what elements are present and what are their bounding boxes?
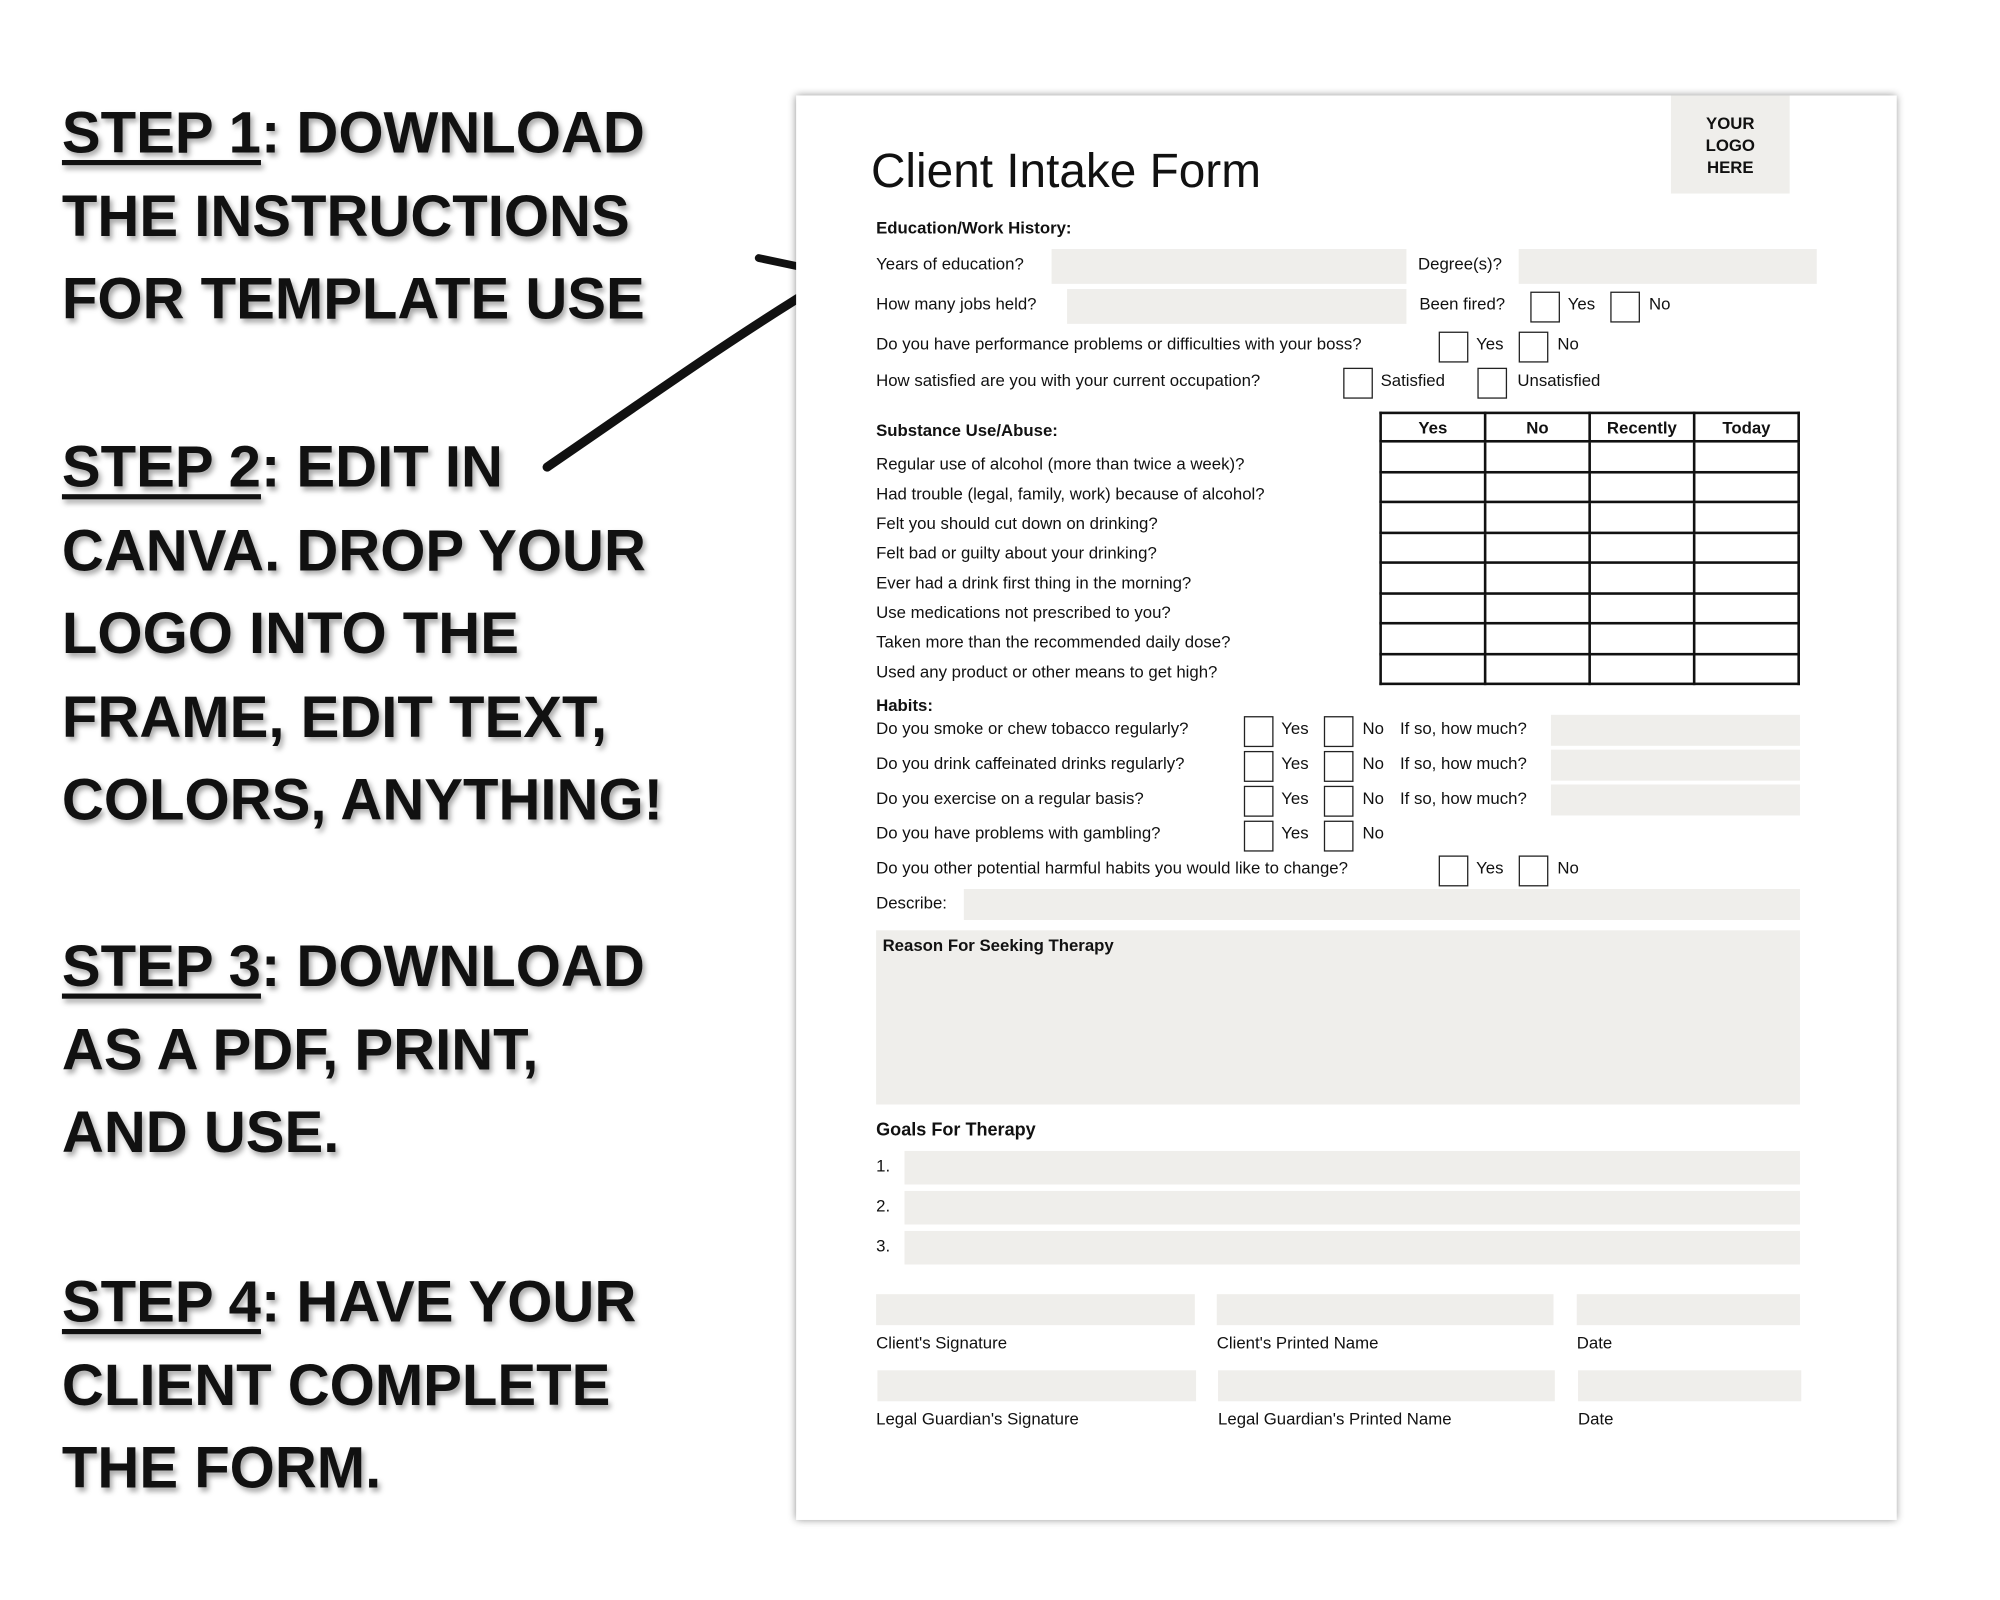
client-signature-field[interactable] (876, 1294, 1195, 1325)
unsatisfied-label: Unsatisfied (1517, 370, 1601, 390)
habit-no-checkbox[interactable] (1324, 716, 1354, 747)
label-satisfied: How satisfied are you with your current occupation? (876, 370, 1261, 390)
other-no-checkbox[interactable] (1519, 855, 1549, 886)
label-performance: Do you have performance problems or difficulties with your boss? (876, 334, 1362, 354)
logo-text: LOGO (1705, 135, 1755, 155)
yes-label: Yes (1281, 823, 1309, 843)
substance-question: Regular use of alcohol (more than twice a week)? (876, 454, 1245, 474)
step-label: STEP 2 (61, 433, 261, 500)
how-much-label: If so, how much? (1399, 788, 1527, 808)
habit-no-checkbox[interactable] (1324, 751, 1354, 782)
reason-heading: Reason For Seeking Therapy (882, 935, 1114, 955)
table-cell[interactable] (1485, 502, 1590, 532)
table-cell[interactable] (1485, 623, 1590, 653)
yes-label: Yes (1281, 788, 1309, 808)
no-label: No (1649, 294, 1671, 314)
unsatisfied-checkbox[interactable] (1477, 368, 1507, 399)
table-cell[interactable] (1590, 593, 1695, 623)
fired-no-checkbox[interactable] (1610, 292, 1640, 323)
table-cell[interactable] (1485, 472, 1590, 502)
logo-text: YOUR (1706, 113, 1755, 133)
performance-yes-checkbox[interactable] (1439, 332, 1469, 363)
table-row (1381, 502, 1799, 532)
reason-field[interactable] (876, 930, 1800, 1104)
table-cell[interactable] (1590, 654, 1695, 684)
table-cell[interactable] (1381, 623, 1486, 653)
step-text: AND USE. (61, 1099, 340, 1166)
table-cell[interactable] (1694, 563, 1799, 593)
signature-label: Date (1576, 1332, 1613, 1353)
step-text: : HAVE YOUR (260, 1268, 637, 1335)
substance-question: Taken more than the recommended daily dose? (876, 632, 1231, 652)
table-cell[interactable] (1590, 472, 1695, 502)
describe-field[interactable] (964, 889, 1800, 920)
step-label: STEP 4 (61, 1268, 261, 1335)
step-text: FOR TEMPLATE USE (61, 265, 645, 332)
label-fired: Been fired? (1419, 294, 1506, 314)
satisfied-label: Satisfied (1380, 370, 1445, 390)
satisfied-checkbox[interactable] (1343, 368, 1373, 399)
label-years: Years of education? (876, 254, 1024, 274)
substance-table (1379, 412, 1800, 686)
guardian-date-field[interactable] (1578, 1370, 1801, 1401)
section-heading-goals: Goals For Therapy (876, 1118, 1036, 1140)
table-cell[interactable] (1694, 654, 1799, 684)
section-heading-education: Education/Work History: (876, 218, 1072, 238)
table-cell[interactable] (1381, 593, 1486, 623)
habit-no-checkbox[interactable] (1324, 786, 1354, 817)
label-describe: Describe: (876, 892, 947, 913)
habit-no-checkbox[interactable] (1324, 821, 1354, 852)
client-date-field[interactable] (1577, 1294, 1800, 1325)
column-header: Today (1694, 413, 1799, 441)
yes-label: Yes (1567, 294, 1596, 314)
table-cell[interactable] (1590, 563, 1695, 593)
substance-question: Felt you should cut down on drinking? (876, 513, 1158, 533)
goal-number: 2. (876, 1196, 891, 1216)
table-row (1381, 532, 1799, 562)
table-row (1381, 654, 1799, 684)
habit-yes-checkbox[interactable] (1244, 751, 1274, 782)
table-cell[interactable] (1485, 563, 1590, 593)
step-text: LOGO INTO THE (61, 599, 519, 666)
table-cell[interactable] (1590, 441, 1695, 471)
label-other-habits: Do you other potential harmful habits you would like to change? (876, 858, 1348, 878)
yes-label: Yes (1281, 718, 1309, 739)
table-cell[interactable] (1485, 441, 1590, 471)
no-label: No (1557, 334, 1579, 354)
signature-label: Date (1578, 1409, 1614, 1429)
no-label: No (1362, 823, 1385, 843)
substance-question: Ever had a drink first thing in the morning? (876, 572, 1192, 593)
table-row (1381, 472, 1799, 502)
how-much-label: If so, how much? (1399, 718, 1527, 739)
column-header: Yes (1381, 413, 1486, 441)
table-row (1381, 441, 1799, 471)
step-text: : EDIT IN (260, 433, 503, 500)
table-cell[interactable] (1485, 593, 1590, 623)
label-degrees: Degree(s)? (1418, 254, 1502, 274)
logo-text: HERE (1706, 157, 1754, 177)
signature-label: Client's Printed Name (1216, 1332, 1379, 1353)
goal-number: 3. (876, 1236, 891, 1256)
table-cell[interactable] (1485, 654, 1590, 684)
how-much-field[interactable] (1551, 750, 1800, 781)
section-heading-habits: Habits: (876, 695, 933, 715)
signature-label: Legal Guardian's Printed Name (1218, 1409, 1452, 1429)
table-cell[interactable] (1381, 563, 1486, 593)
fired-yes-checkbox[interactable] (1530, 292, 1560, 323)
how-much-field[interactable] (1551, 785, 1800, 816)
substance-question: Felt bad or guilty about your drinking? (876, 543, 1157, 563)
column-header: Recently (1590, 413, 1695, 441)
table-row (1381, 593, 1799, 623)
step-text: THE FORM. (61, 1434, 382, 1501)
guardian-signature-field[interactable] (877, 1370, 1196, 1401)
jobs-field[interactable] (1067, 289, 1406, 324)
table-cell[interactable] (1694, 502, 1799, 532)
label-jobs: How many jobs held? (876, 294, 1037, 314)
table-cell[interactable] (1590, 502, 1695, 532)
how-much-field[interactable] (1551, 715, 1800, 746)
step-label: STEP 3 (61, 932, 261, 999)
form-title: Client Intake Form (870, 144, 1261, 198)
table-cell[interactable] (1485, 532, 1590, 562)
goal-field[interactable] (905, 1191, 1800, 1225)
substance-question: Used any product or other means to get high? (876, 661, 1218, 682)
step-text: : DOWNLOAD (260, 99, 645, 166)
step-text: : DOWNLOAD (260, 932, 645, 999)
substance-question: Had trouble (legal, family, work) because of alcohol? (876, 483, 1265, 504)
yes-label: Yes (1476, 858, 1504, 878)
habit-yes-checkbox[interactable] (1244, 821, 1274, 852)
table-cell[interactable] (1694, 532, 1799, 562)
no-label: No (1362, 718, 1385, 739)
step-text: CANVA. DROP YOUR (61, 516, 646, 583)
degrees-field[interactable] (1519, 249, 1817, 284)
habit-question: Do you have problems with gambling? (876, 823, 1161, 843)
table-cell[interactable] (1694, 472, 1799, 502)
logo-placeholder[interactable] (1671, 95, 1790, 193)
other-yes-checkbox[interactable] (1439, 855, 1469, 886)
goal-field[interactable] (905, 1231, 1800, 1265)
substance-question: Use medications not prescribed to you? (876, 602, 1171, 622)
habit-question: Do you drink caffeinated drinks regularly? (876, 753, 1185, 773)
table-cell[interactable] (1694, 441, 1799, 471)
goal-field[interactable] (905, 1151, 1800, 1185)
client-name-field[interactable] (1217, 1294, 1554, 1325)
habit-question: Do you exercise on a regular basis? (876, 788, 1144, 808)
table-cell[interactable] (1590, 532, 1695, 562)
step-text: CLIENT COMPLETE (61, 1351, 611, 1418)
table-cell[interactable] (1694, 593, 1799, 623)
yes-label: Yes (1476, 334, 1504, 354)
how-much-label: If so, how much? (1399, 753, 1527, 773)
habit-yes-checkbox[interactable] (1244, 786, 1274, 817)
intake-form-page (796, 95, 1897, 1519)
no-label: No (1362, 788, 1385, 808)
no-label: No (1557, 858, 1579, 878)
substance-questions (876, 449, 1264, 686)
no-label: No (1362, 753, 1385, 773)
step-text: THE INSTRUCTIONS (61, 182, 630, 249)
table-cell[interactable] (1590, 623, 1695, 653)
table-cell[interactable] (1381, 472, 1486, 502)
table-cell[interactable] (1381, 532, 1486, 562)
signature-label: Legal Guardian's Signature (876, 1409, 1079, 1429)
table-cell[interactable] (1694, 623, 1799, 653)
performance-no-checkbox[interactable] (1519, 332, 1549, 363)
guardian-name-field[interactable] (1218, 1370, 1555, 1401)
habit-question: Do you smoke or chew tobacco regularly? (876, 718, 1189, 739)
goal-number: 1. (876, 1156, 891, 1176)
table-cell[interactable] (1381, 441, 1486, 471)
years-field[interactable] (1052, 249, 1407, 284)
habit-yes-checkbox[interactable] (1244, 716, 1274, 747)
table-cell[interactable] (1381, 654, 1486, 684)
yes-label: Yes (1281, 753, 1309, 773)
section-heading-substance: Substance Use/Abuse: (876, 420, 1058, 440)
step-text: FRAME, EDIT TEXT, (61, 683, 608, 750)
table-cell[interactable] (1381, 502, 1486, 532)
table-row (1381, 623, 1799, 653)
step-text: COLORS, ANYTHING! (61, 766, 663, 833)
table-row (1381, 563, 1799, 593)
step-text: AS A PDF, PRINT, (61, 1016, 539, 1082)
column-header: No (1485, 413, 1590, 441)
step-label: STEP 1 (61, 99, 261, 166)
signature-label: Client's Signature (876, 1332, 1008, 1353)
